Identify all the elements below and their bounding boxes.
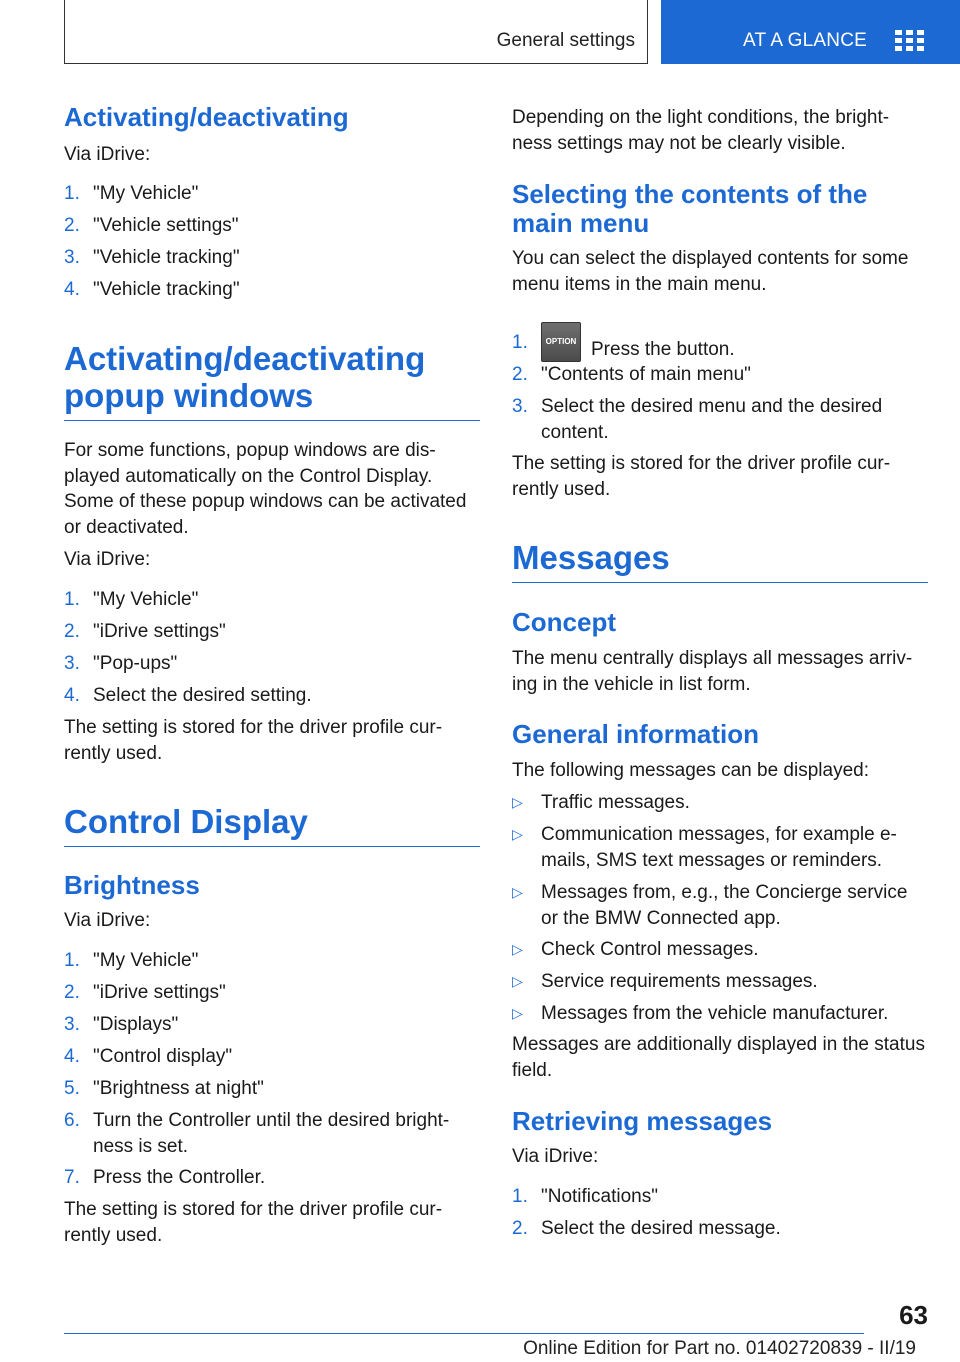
heading-activating: Activating/deactivating — [64, 102, 349, 132]
heading-concept: Concept — [512, 607, 616, 637]
stored-note: The setting is stored for the driver profile cur‐ rently used. — [64, 717, 443, 764]
stored-note: The setting is stored for the driver profile cur‐ rently used. — [64, 1199, 443, 1246]
grid-menu-icon[interactable] — [895, 30, 923, 50]
heading-general-information: General information — [512, 719, 760, 749]
option-button-icon: OPTION — [541, 322, 581, 362]
light-paragraph: Depending on the light conditions, the bright‐ ness settings may not be clearly visible. — [512, 107, 890, 154]
select-paragraph: You can select the displayed contents for some menu items in the main menu. — [512, 248, 909, 295]
triangle-bullet-icon: ▷ — [512, 941, 523, 957]
heading-control-display: Control Display — [64, 803, 480, 847]
section-label: AT A GLANCE — [743, 30, 867, 51]
via-idrive: Via iDrive: — [64, 910, 151, 931]
section-tab[interactable] — [661, 0, 960, 64]
triangle-bullet-icon: ▷ — [512, 826, 523, 842]
heading-popup-windows: Activating/deactivating popup windows — [64, 340, 480, 421]
status-paragraph: Messages are additionally displayed in the status field. — [512, 1034, 925, 1081]
heading-retrieving-messages: Retrieving messages — [512, 1106, 773, 1136]
via-idrive: Via iDrive: — [512, 1146, 599, 1167]
footer-divider — [64, 1333, 864, 1334]
triangle-bullet-icon: ▷ — [512, 884, 523, 900]
stored-note: The setting is stored for the driver profile cur‐ rently used. — [512, 453, 891, 500]
heading-messages: Messages — [512, 539, 928, 583]
page-number: 63 — [899, 1300, 928, 1330]
concept-paragraph: The menu centrally displays all messages arriv‐ ing in the vehicle in list form. — [512, 648, 913, 695]
triangle-bullet-icon: ▷ — [512, 973, 523, 989]
header-bar — [64, 0, 648, 64]
via-idrive: Via iDrive: — [64, 549, 151, 570]
footer-edition: Online Edition for Part no. 01402720839 - II/19 — [523, 1338, 916, 1359]
triangle-bullet-icon: ▷ — [512, 794, 523, 810]
triangle-bullet-icon: ▷ — [512, 1005, 523, 1021]
general-paragraph: The following messages can be displayed: — [512, 760, 869, 781]
popup-paragraph: For some functions, popup windows are dis‐ played automatically on the Control Display. Some of these popup windows can be activated or deactivated. — [64, 440, 467, 538]
header-title: General settings — [496, 30, 635, 51]
heading-select-contents: Selecting the contents of the main menu — [512, 179, 868, 238]
heading-brightness: Brightness — [64, 870, 200, 900]
via-idrive: Via iDrive: — [64, 144, 151, 165]
